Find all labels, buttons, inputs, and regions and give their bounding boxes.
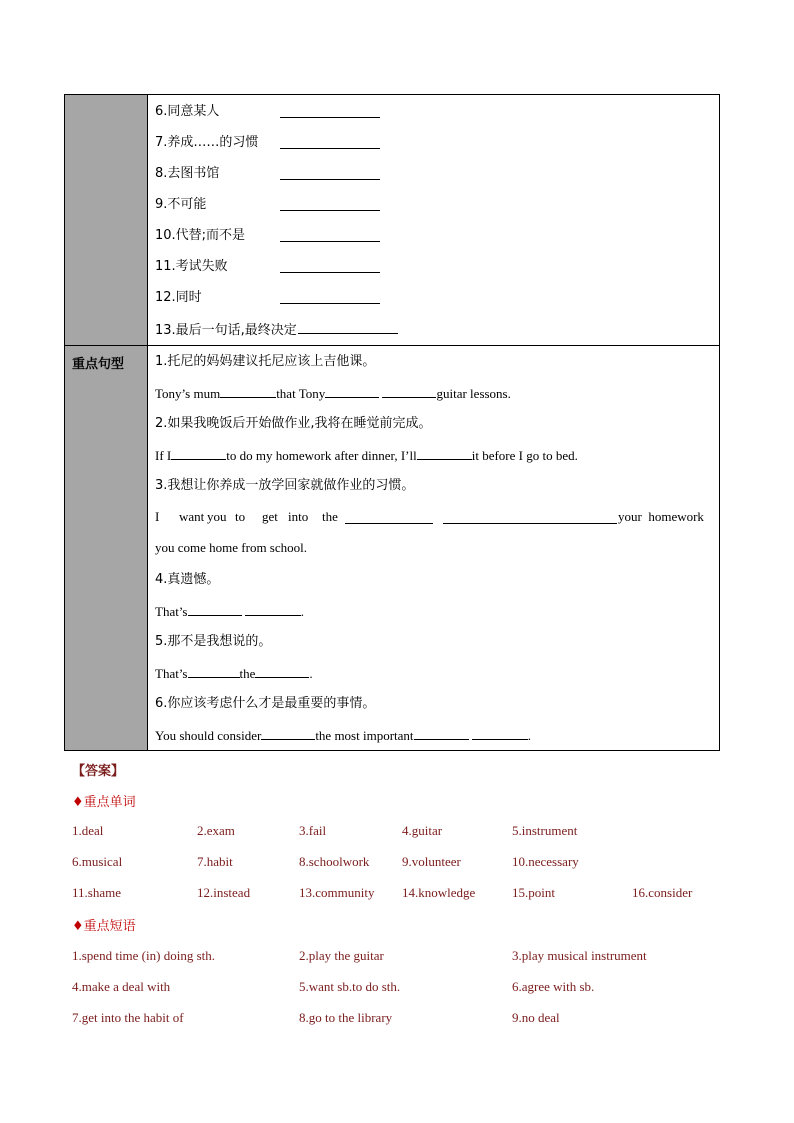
answer-blank[interactable] [280, 291, 380, 304]
answer-phrase: 6.agree with sb. [512, 979, 595, 994]
answer-blank[interactable] [443, 511, 617, 524]
answer-blank[interactable] [188, 665, 240, 678]
row-divider [65, 345, 719, 346]
answer-word: 9.volunteer [402, 854, 461, 869]
answer-blank[interactable] [345, 511, 433, 524]
sentence-1-cn: 1.托尼的妈妈建议托尼应该上吉他课。 [155, 354, 376, 369]
answer-blank[interactable] [171, 447, 226, 460]
answer-blank[interactable] [280, 167, 380, 180]
answer-word: 6.musical [72, 854, 123, 869]
sentence-2-en: If I to do my homework after dinner, I’ll it before I go to bed. [155, 448, 578, 463]
answer-phrase: 1.spend time (in) doing sth. [72, 948, 215, 963]
sentence-4-cn: 4.真遗憾。 [155, 572, 220, 587]
phrase-item-7: 7.养成……的习惯 [155, 135, 259, 150]
answer-word: 13.community [299, 885, 375, 900]
answer-word: 15.point [512, 885, 555, 900]
answer-blank[interactable] [417, 447, 472, 460]
answer-word: 12.instead [197, 885, 251, 900]
answer-blank[interactable] [255, 665, 309, 678]
answer-blank[interactable] [325, 385, 379, 398]
answer-blank[interactable] [245, 603, 301, 616]
answer-word: 10.necessary [512, 854, 579, 869]
phrase-item-8: 8.去图书馆 [155, 166, 220, 181]
answer-blank[interactable] [280, 198, 380, 211]
answer-word: 7.habit [197, 854, 233, 869]
sentence-3-cn: 3.我想让你养成一放学回家就做作业的习惯。 [155, 478, 415, 493]
sentence-6-en: You should consider the most important . [155, 728, 532, 743]
answer-phrase: 2.play the guitar [299, 948, 384, 963]
sentence-4-en: That’s . [155, 604, 304, 619]
answer-word: 3.fail [299, 823, 327, 838]
words-heading: ♦重点单词 [72, 795, 136, 810]
answer-blank[interactable] [472, 727, 528, 740]
answer-blank[interactable] [188, 603, 242, 616]
sentence-6-cn: 6.你应该考虑什么才是最重要的事情。 [155, 696, 376, 711]
phrases-heading: ♦重点短语 [72, 919, 136, 934]
answer-word: 14.knowledge [402, 885, 476, 900]
answer-word: 16.consider [632, 885, 693, 900]
answer-blank[interactable] [261, 727, 315, 740]
answer-word: 8.schoolwork [299, 854, 370, 869]
sentence-2-cn: 2.如果我晚饭后开始做作业,我将在睡觉前完成。 [155, 416, 432, 431]
answer-blank[interactable] [280, 260, 380, 273]
phrase-item-12: 12.同时 [155, 290, 202, 305]
category-column [65, 95, 148, 750]
answer-phrase: 3.play musical instrument [512, 948, 647, 963]
phrase-item-13: 13.最后一句话,最终决定 [155, 321, 398, 339]
answer-blank[interactable] [414, 727, 469, 740]
answer-word: 11.shame [72, 885, 121, 900]
sentence-5-cn: 5.那不是我想说的。 [155, 634, 272, 649]
answer-phrase: 5.want sb.to do sth. [299, 979, 401, 994]
answer-word: 2.exam [197, 823, 235, 838]
answer-blank[interactable] [220, 385, 276, 398]
answer-word: 4.guitar [402, 823, 443, 838]
phrase-item-11: 11.考试失败 [155, 259, 228, 274]
answers-heading: 【答案】 [72, 764, 125, 779]
answer-blank[interactable] [298, 321, 398, 334]
phrase-item-10: 10.代替;而不是 [155, 228, 246, 243]
answer-word: 5.instrument [512, 823, 578, 838]
answer-phrase: 8.go to the library [299, 1010, 393, 1025]
answer-blank[interactable] [382, 385, 436, 398]
sentence-5-en: That’s the . [155, 666, 313, 681]
sentence-1-en: Tony’s mum that Tony guitar lessons. [155, 386, 511, 401]
answer-blank[interactable] [280, 229, 380, 242]
phrase-item-9: 9.不可能 [155, 197, 207, 212]
answer-phrase: 4.make a deal with [72, 979, 171, 994]
sentences-label: 重点句型 [72, 357, 125, 372]
answer-phrase: 7.get into the habit of [72, 1010, 184, 1025]
answer-phrase: 9.no deal [512, 1010, 560, 1025]
answer-word: 1.deal [72, 823, 104, 838]
answer-blank[interactable] [280, 136, 380, 149]
answer-blank[interactable] [280, 105, 380, 118]
phrase-item-6: 6.同意某人 [155, 104, 220, 119]
sentence-3-en-cont: you come home from school. [155, 540, 307, 555]
